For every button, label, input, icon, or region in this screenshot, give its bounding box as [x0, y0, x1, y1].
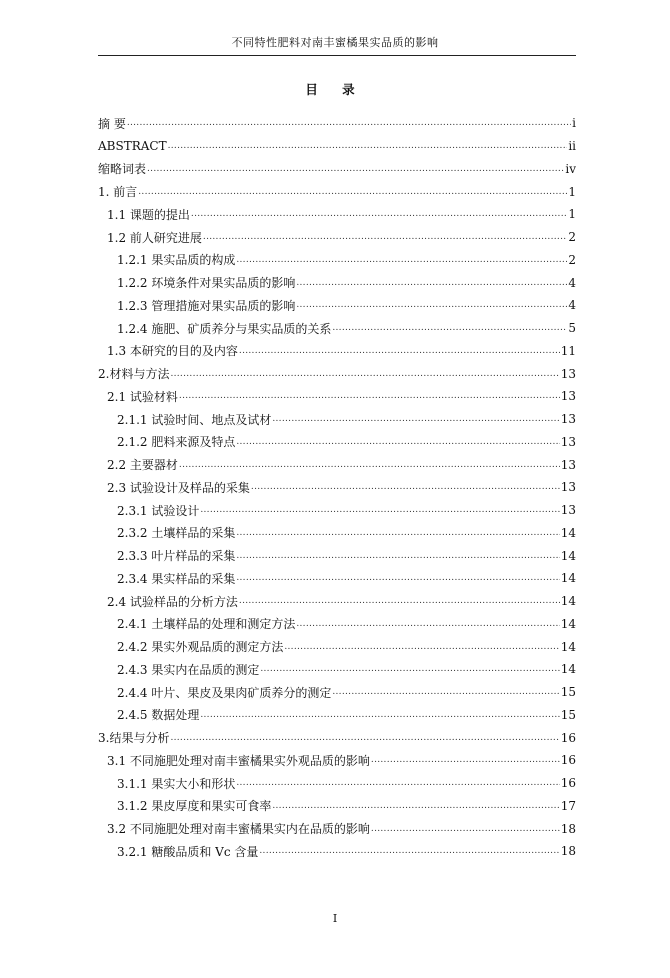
dot-leader — [259, 844, 559, 858]
toc-entry[interactable] — [98, 271, 576, 294]
toc-entry-label: 1. 前言 — [98, 185, 138, 200]
toc-entry-label: 2.4.2 果实外观品质的测定方法 — [117, 640, 284, 655]
dot-leader — [236, 253, 567, 267]
toc-entry-label: 2.4.4 叶片、果皮及果肉矿质养分的测定 — [117, 685, 332, 700]
toc-entry[interactable] — [98, 635, 576, 658]
toc-entry-page: ii — [568, 139, 576, 154]
dot-leader — [332, 685, 559, 699]
toc-entry-page: 4 — [568, 275, 576, 290]
toc-entry-page: 15 — [560, 685, 576, 700]
dot-leader — [236, 549, 559, 563]
dot-leader — [168, 139, 568, 153]
toc-entry-page: 13 — [560, 457, 576, 472]
toc-entry-label: 3.1 不同施肥处理对南丰蜜橘果实外观品质的影响 — [107, 753, 370, 768]
toc-entry-label: 摘 要 — [98, 116, 126, 131]
dot-leader — [179, 458, 560, 472]
toc-entry-label: 2.2 主要器材 — [107, 458, 178, 473]
toc-entry[interactable] — [98, 726, 576, 749]
dot-leader — [272, 412, 559, 426]
dot-leader — [200, 503, 559, 517]
toc-entry[interactable] — [98, 749, 576, 772]
toc-entry[interactable] — [98, 317, 576, 340]
toc-entry-label: 1.2.4 施肥、矿质养分与果实品质的关系 — [117, 321, 332, 336]
toc-entry-page: 16 — [560, 753, 576, 768]
dot-leader — [236, 776, 559, 790]
dot-leader — [239, 344, 560, 358]
toc-entry-page: iv — [565, 161, 576, 176]
toc-entry-page: 11 — [560, 343, 576, 358]
toc-entry-page: 14 — [560, 616, 576, 631]
toc-entry-page: 14 — [560, 594, 576, 609]
dot-leader — [272, 799, 559, 813]
toc-entry[interactable] — [98, 203, 576, 226]
toc-entry-page: 4 — [568, 298, 576, 313]
toc-entry-page: 5 — [568, 321, 576, 336]
toc-entry[interactable] — [98, 567, 576, 590]
toc-entry[interactable] — [98, 226, 576, 249]
toc-entry-label: 2.4.5 数据处理 — [117, 708, 200, 723]
toc-entry-page: 1 — [568, 207, 576, 222]
toc-entry[interactable] — [98, 385, 576, 408]
toc-entry-page: 1 — [568, 184, 576, 199]
dot-leader — [179, 389, 560, 403]
dot-leader — [191, 207, 567, 221]
toc-entry-label: 1.2.2 环境条件对果实品质的影响 — [117, 276, 296, 291]
toc-entry-page: 15 — [560, 707, 576, 722]
toc-entry[interactable] — [98, 112, 576, 135]
dot-leader — [236, 526, 559, 540]
toc-entry[interactable] — [98, 590, 576, 613]
table-of-contents — [98, 112, 576, 863]
toc-entry[interactable] — [98, 476, 576, 499]
toc-entry[interactable] — [98, 453, 576, 476]
toc-entry-page: 18 — [560, 844, 576, 859]
toc-entry-label: 2.4.3 果实内在品质的测定 — [117, 662, 260, 677]
toc-entry-page: 17 — [560, 798, 576, 813]
toc-title: 目 录 — [305, 82, 365, 97]
toc-entry[interactable] — [98, 362, 576, 385]
toc-entry-label: 3.2 不同施肥处理对南丰蜜橘果实内在品质的影响 — [107, 822, 370, 837]
dot-leader — [239, 594, 560, 608]
dot-leader — [170, 731, 559, 745]
toc-entry-label: 2.1.2 肥料来源及特点 — [117, 435, 236, 450]
dot-leader — [296, 617, 559, 631]
dot-leader — [296, 298, 567, 312]
toc-entry-label: 2.1 试验材料 — [107, 389, 178, 404]
toc-entry-label: 2.4.1 土壤样品的处理和测定方法 — [117, 617, 296, 632]
toc-entry[interactable] — [98, 522, 576, 545]
toc-entry-label: 2.1.1 试验时间、地点及试材 — [117, 412, 272, 427]
toc-entry-page: 13 — [560, 412, 576, 427]
toc-entry[interactable] — [98, 294, 576, 317]
toc-entry[interactable] — [98, 795, 576, 818]
toc-entry-label: 2.3.3 叶片样品的采集 — [117, 549, 236, 564]
toc-entry-label: 3.1.2 果皮厚度和果实可食率 — [117, 799, 272, 814]
dot-leader — [236, 435, 559, 449]
toc-entry[interactable] — [98, 658, 576, 681]
toc-entry-page: 13 — [560, 389, 576, 404]
toc-entry-page: 14 — [560, 662, 576, 677]
dot-leader — [371, 753, 560, 767]
toc-entry[interactable] — [98, 681, 576, 704]
toc-entry-page: 13 — [560, 366, 576, 381]
toc-entry-label: 1.2.3 管理措施对果实品质的影响 — [117, 298, 296, 313]
toc-entry-page: 13 — [560, 434, 576, 449]
toc-entry-page: 16 — [560, 730, 576, 745]
toc-entry[interactable] — [98, 840, 576, 863]
toc-entry-page: 13 — [560, 480, 576, 495]
dot-leader — [200, 708, 559, 722]
toc-entry[interactable] — [98, 249, 576, 272]
dot-leader — [296, 276, 567, 290]
toc-entry-label: 2.材料与方法 — [98, 367, 170, 382]
dot-leader — [260, 662, 559, 676]
dot-leader — [147, 162, 564, 176]
toc-entry-page: 13 — [560, 503, 576, 518]
toc-entry[interactable] — [98, 704, 576, 727]
dot-leader — [127, 116, 571, 130]
toc-entry[interactable] — [98, 340, 576, 363]
toc-entry[interactable] — [98, 408, 576, 431]
dot-leader — [138, 185, 567, 199]
toc-entry-label: 3.结果与分析 — [98, 731, 170, 746]
header-rule — [98, 55, 576, 56]
toc-entry-page: 14 — [560, 525, 576, 540]
running-header: 不同特性肥料对南丰蜜橘果实品质的影响 — [231, 36, 439, 49]
toc-entry-label: 2.3 试验设计及样品的采集 — [107, 480, 250, 495]
toc-entry-page: 14 — [560, 548, 576, 563]
toc-entry-label: 2.3.2 土壤样品的采集 — [117, 526, 236, 541]
toc-entry-page: 2 — [568, 230, 576, 245]
toc-entry-page: 14 — [560, 571, 576, 586]
toc-entry-page: 14 — [560, 639, 576, 654]
toc-entry[interactable] — [98, 499, 576, 522]
toc-entry-label: 缩略词表 — [98, 162, 147, 177]
toc-entry[interactable] — [98, 613, 576, 636]
dot-leader — [236, 571, 559, 585]
toc-entry-label: 2.3.1 试验设计 — [117, 503, 200, 518]
dot-leader — [284, 640, 559, 654]
dot-leader — [371, 822, 560, 836]
page-number: I — [332, 912, 338, 925]
dot-leader — [332, 321, 567, 335]
toc-entry[interactable] — [98, 544, 576, 567]
toc-entry-label: 2.4 试验样品的分析方法 — [107, 594, 238, 609]
toc-entry[interactable] — [98, 772, 576, 795]
toc-entry-label: 1.2.1 果实品质的构成 — [117, 253, 236, 268]
toc-entry-label: 3.1.1 果实大小和形状 — [117, 776, 236, 791]
toc-entry-page: i — [572, 116, 576, 131]
dot-leader — [251, 480, 560, 494]
toc-entry[interactable] — [98, 135, 576, 158]
toc-entry-page: 2 — [568, 252, 576, 267]
dot-leader — [170, 367, 559, 381]
toc-entry-label: 1.3 本研究的目的及内容 — [107, 344, 238, 359]
toc-entry-page: 16 — [560, 776, 576, 791]
toc-entry-label: 1.2 前人研究进展 — [107, 230, 202, 245]
dot-leader — [203, 230, 567, 244]
toc-entry-label: 1.1 课题的提出 — [107, 207, 190, 222]
toc-entry-label: 2.3.4 果实样品的采集 — [117, 571, 236, 586]
toc-entry[interactable] — [98, 158, 576, 181]
toc-entry[interactable] — [98, 431, 576, 454]
toc-entry[interactable] — [98, 180, 576, 203]
toc-entry-label: 3.2.1 糖酸品质和 Vc 含量 — [117, 844, 259, 859]
toc-entry-label: ABSTRACT — [98, 139, 167, 154]
toc-entry[interactable] — [98, 817, 576, 840]
toc-entry-page: 18 — [560, 821, 576, 836]
